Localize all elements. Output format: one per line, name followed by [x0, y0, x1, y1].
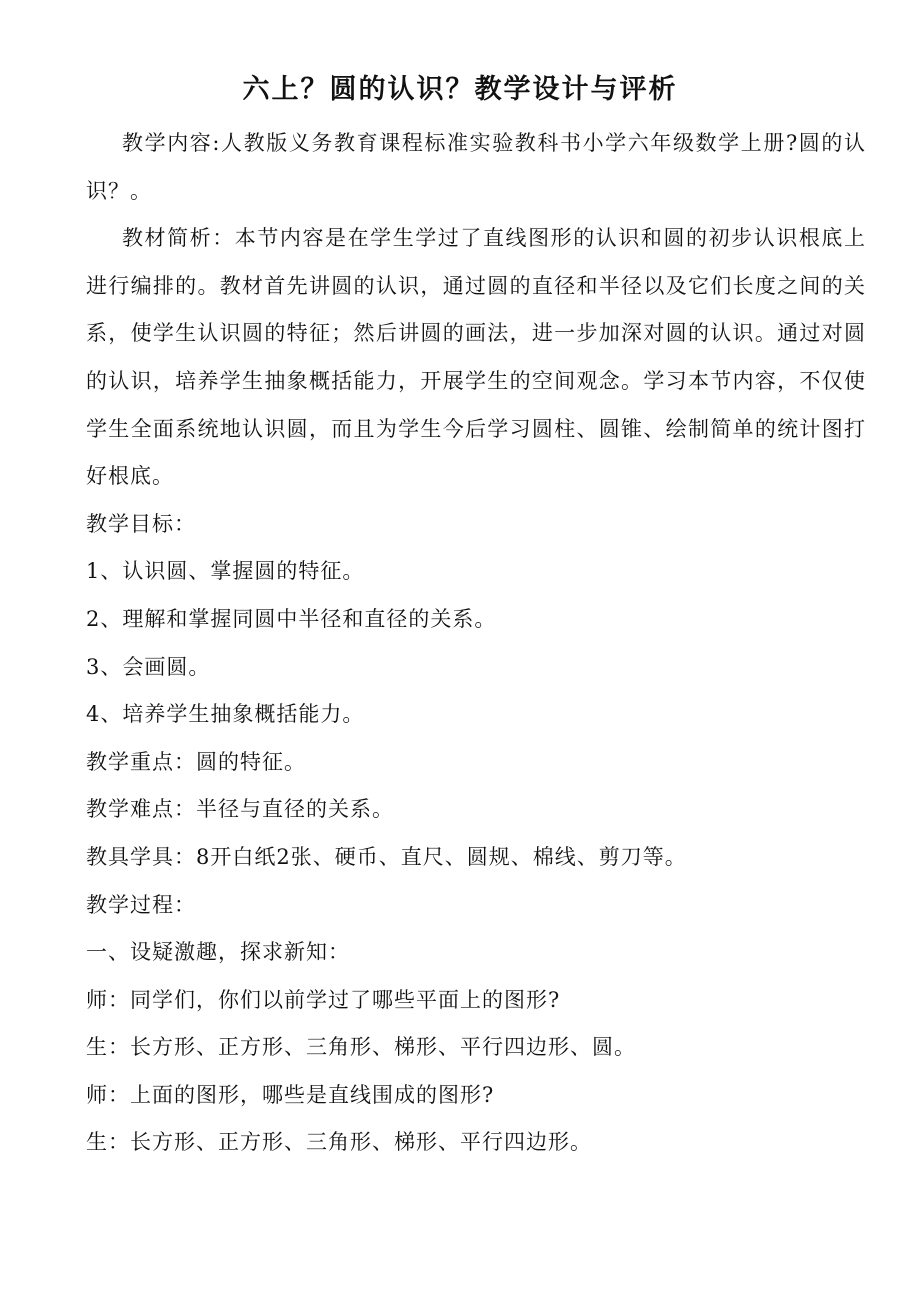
objective-item: 2、理解和掌握同圆中半径和直径的关系。 [86, 606, 497, 631]
objective-item: 3、会画圆。 [86, 654, 211, 679]
dialogue-line: 生：长方形、正方形、三角形、梯形、平行四边形。 [86, 1130, 592, 1155]
objective-item: 4、培养学生抽象概括能力。 [86, 702, 365, 727]
dialogue-line: 师：上面的图形，哪些是直线围成的图形? [86, 1082, 495, 1107]
key-point: 教学重点：圆的特征。 [86, 749, 306, 774]
document-title: 六上？圆的认识？教学设计与评析 [242, 74, 678, 105]
material-analysis-paragraph: 教材简析：本节内容是在学生学过了直线图形的认识和圆的初步认识根底上进行编排的。教材首先讲圆的认识，通过圆的直径和半径以及它们长度之间的关系，使学生认识圆的特征；然后讲圆的画法，进一步加深对圆的认识。通过对圆的认识，培养学生抽象概括能力，开展学生的空间观念。学习本节内容，不仅使学生全面系统地认识圆，而且为学生今后学习圆柱、圆锥、绘制简单的统计图打好根底。 [86, 226, 866, 489]
dialogue-line: 生：长方形、正方形、三角形、梯形、平行四边形、圆。 [86, 1035, 636, 1060]
dialogue-line: 师：同学们，你们以前学过了哪些平面上的图形? [86, 987, 561, 1012]
process-heading: 教学过程： [86, 892, 196, 917]
difficulty: 教学难点：半径与直径的关系。 [86, 797, 394, 822]
document-body [86, 120, 866, 1167]
objectives-heading: 教学目标： [86, 511, 196, 536]
materials: 教具学具：8开白纸2张、硬币、直尺、圆规、棉线、剪刀等。 [86, 844, 687, 869]
teaching-content-paragraph: 教学内容:人教版义务教育课程标准实验教科书小学六年级数学上册?圆的认识？。 [86, 131, 866, 203]
objective-item: 1、认识圆、掌握圆的特征。 [86, 559, 365, 584]
section-one-heading: 一、设疑激趣，探求新知： [86, 940, 350, 965]
